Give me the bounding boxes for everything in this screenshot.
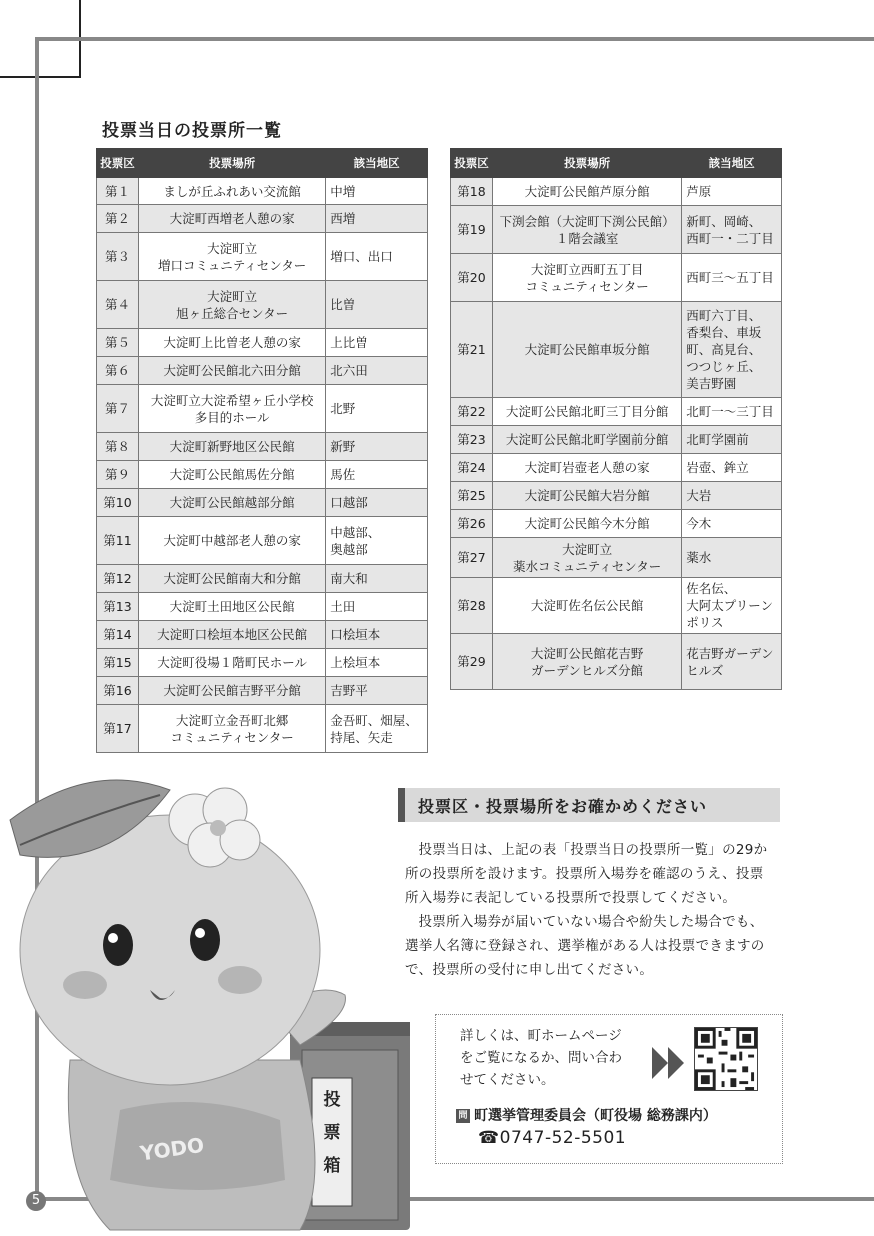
district-cell: 第15 (97, 649, 139, 677)
place-cell: 大淀町立西町五丁目 コミュニティセンター (492, 254, 681, 302)
district-cell: 第３ (97, 233, 139, 281)
notice-text (405, 838, 777, 982)
district-cell: 第23 (451, 426, 493, 454)
area-cell: 北町一～三丁目 (682, 398, 782, 426)
area-cell: 薬水 (682, 538, 782, 578)
district-cell: 第18 (451, 178, 493, 206)
place-cell: 大淀町公民館芦原分館 (492, 178, 681, 206)
page-number: 5 (26, 1191, 46, 1211)
district-cell: 第14 (97, 621, 139, 649)
notice-paragraph-2: 投票所入場券が届いていない場合や紛失した場合でも、選挙人名簿に登録され、選挙権がある人は投票できますので、投票所の受付に申し出てください。 (405, 914, 765, 978)
table-row (451, 426, 782, 454)
svg-text:票: 票 (323, 1123, 341, 1143)
district-cell: 第22 (451, 398, 493, 426)
inquiry-box (435, 1014, 783, 1164)
place-cell: 下渕会館（大淀町下渕公民館） １階会議室 (492, 206, 681, 254)
area-cell: 西町三～五丁目 (682, 254, 782, 302)
place-cell: 大淀町公民館今木分館 (492, 510, 681, 538)
table-row (451, 206, 782, 254)
table-row (97, 433, 428, 461)
area-cell: 比曽 (326, 281, 428, 329)
place-cell: 大淀町立 旭ヶ丘総合センター (138, 281, 325, 329)
place-cell: 大淀町公民館吉野平分館 (138, 677, 325, 705)
table-row (97, 593, 428, 621)
table-row (451, 482, 782, 510)
table-row (97, 461, 428, 489)
table-row (451, 302, 782, 398)
table-row (451, 578, 782, 634)
area-cell: 金吾町、畑屋、 持尾、矢走 (326, 705, 428, 753)
qr-code[interactable] (694, 1027, 758, 1091)
inquiry-line: せてください。 (460, 1072, 555, 1088)
table-row (97, 385, 428, 433)
place-cell: 大淀町公民館南大和分館 (138, 565, 325, 593)
table-row (451, 634, 782, 690)
place-cell: 大淀町土田地区公民館 (138, 593, 325, 621)
place-cell: 大淀町上比曽老人憩の家 (138, 329, 325, 357)
district-cell: 第７ (97, 385, 139, 433)
area-cell: 芦原 (682, 178, 782, 206)
notice-paragraph-1: 投票当日は、上記の表「投票当日の投票所一覧」の29か所の投票所を設けます。投票所入場券を確認のうえ、投票所入場券に表記している投票所で投票してください。 (405, 842, 768, 906)
district-cell: 第29 (451, 634, 493, 690)
corner-mark-horizontal (0, 76, 81, 78)
table-row (97, 178, 428, 205)
table-row (451, 538, 782, 578)
district-cell: 第16 (97, 677, 139, 705)
district-cell: 第４ (97, 281, 139, 329)
place-cell: 大淀町公民館車坂分館 (492, 302, 681, 398)
header-district: 投票区 (451, 149, 493, 178)
area-cell: 中増 (326, 178, 428, 205)
place-cell: 大淀町立 増口コミュニティセンター (138, 233, 325, 281)
confirm-heading-bar (398, 788, 780, 822)
area-cell: 北町学園前 (682, 426, 782, 454)
inquiry-line: 詳しくは、町ホームページ (460, 1028, 622, 1044)
contact-name: 町選挙管理委員会（町役場 総務課内） (474, 1108, 717, 1124)
district-cell: 第５ (97, 329, 139, 357)
place-cell: 大淀町西増老人憩の家 (138, 205, 325, 233)
table-row (97, 649, 428, 677)
place-cell: 大淀町公民館大岩分館 (492, 482, 681, 510)
area-cell: 増口、出口 (326, 233, 428, 281)
table-row (451, 398, 782, 426)
polling-stations-table-right (450, 148, 782, 690)
table-row (451, 254, 782, 302)
district-cell: 第８ (97, 433, 139, 461)
district-cell: 第24 (451, 454, 493, 482)
area-cell: 上比曽 (326, 329, 428, 357)
area-cell: 土田 (326, 593, 428, 621)
area-cell: 上桧垣本 (326, 649, 428, 677)
place-cell: 大淀町中越部老人憩の家 (138, 517, 325, 565)
district-cell: 第28 (451, 578, 493, 634)
place-cell: 大淀町公民館花吉野 ガーデンヒルズ分館 (492, 634, 681, 690)
table-row (97, 357, 428, 385)
table-row (97, 677, 428, 705)
place-cell: 大淀町公民館北町学園前分館 (492, 426, 681, 454)
mascot-illustration (0, 760, 430, 1236)
place-cell: 大淀町立金吾町北郷 コミュニティセンター (138, 705, 325, 753)
table-row (97, 329, 428, 357)
area-cell: 佐名伝、 大阿太プリーン ポリス (682, 578, 782, 634)
district-cell: 第９ (97, 461, 139, 489)
heading-accent (398, 788, 405, 822)
district-cell: 第12 (97, 565, 139, 593)
area-cell: 西増 (326, 205, 428, 233)
area-cell: 中越部、 奥越部 (326, 517, 428, 565)
table-row (451, 510, 782, 538)
district-cell: 第１ (97, 178, 139, 205)
district-cell: 第26 (451, 510, 493, 538)
place-cell: 大淀町公民館越部分館 (138, 489, 325, 517)
inquiry-line: をご覧になるか、問い合わ (460, 1050, 622, 1066)
header-place: 投票場所 (492, 149, 681, 178)
place-cell: 大淀町口桧垣本地区公民館 (138, 621, 325, 649)
place-cell: 大淀町役場１階町民ホール (138, 649, 325, 677)
header-place: 投票場所 (138, 149, 325, 178)
area-cell: 南大和 (326, 565, 428, 593)
place-cell: ましが丘ふれあい交流館 (138, 178, 325, 205)
area-cell: 花吉野ガーデン ヒルズ (682, 634, 782, 690)
place-cell: 大淀町新野地区公民館 (138, 433, 325, 461)
area-cell: 今木 (682, 510, 782, 538)
phone-number[interactable]: ☎0747-52-5501 (478, 1128, 627, 1148)
area-cell: 新町、岡崎、 西町一・二丁目 (682, 206, 782, 254)
svg-text:箱: 箱 (323, 1156, 341, 1176)
area-cell: 西町六丁目、 香梨台、車坂 町、高見台、 つつじヶ丘、 美吉野園 (682, 302, 782, 398)
svg-text:投: 投 (323, 1090, 341, 1110)
place-cell: 大淀町立大淀希望ヶ丘小学校 多目的ホール (138, 385, 325, 433)
place-cell: 大淀町公民館北六田分館 (138, 357, 325, 385)
double-chevron-right-icon (650, 1043, 690, 1083)
place-cell: 大淀町佐名伝公民館 (492, 578, 681, 634)
area-cell: 馬佐 (326, 461, 428, 489)
contact-label (456, 1105, 717, 1125)
area-cell: 北野 (326, 385, 428, 433)
district-cell: 第２ (97, 205, 139, 233)
area-cell: 大岩 (682, 482, 782, 510)
header-district: 投票区 (97, 149, 139, 178)
inquiry-text (460, 1025, 622, 1091)
district-cell: 第19 (451, 206, 493, 254)
header-area: 該当地区 (682, 149, 782, 178)
district-cell: 第25 (451, 482, 493, 510)
table-header-row (97, 149, 428, 178)
table-row (97, 565, 428, 593)
page-title: 投票当日の投票所一覧 (102, 121, 282, 141)
area-cell: 北六田 (326, 357, 428, 385)
table-row (97, 489, 428, 517)
area-cell: 口桧垣本 (326, 621, 428, 649)
table-row (97, 233, 428, 281)
district-cell: 第20 (451, 254, 493, 302)
district-cell: 第21 (451, 302, 493, 398)
area-cell: 吉野平 (326, 677, 428, 705)
polling-stations-table-left (96, 148, 428, 753)
place-cell: 大淀町公民館馬佐分館 (138, 461, 325, 489)
district-cell: 第13 (97, 593, 139, 621)
table-row (451, 454, 782, 482)
table-header-row (451, 149, 782, 178)
table-row (451, 178, 782, 206)
inquiry-icon: 問 (456, 1109, 470, 1123)
district-cell: 第10 (97, 489, 139, 517)
mascot-logo-text: YODO (138, 1132, 206, 1166)
place-cell: 大淀町公民館北町三丁目分館 (492, 398, 681, 426)
header-area: 該当地区 (326, 149, 428, 178)
district-cell: 第６ (97, 357, 139, 385)
district-cell: 第11 (97, 517, 139, 565)
district-cell: 第27 (451, 538, 493, 578)
area-cell: 岩壺、鉾立 (682, 454, 782, 482)
table-row (97, 517, 428, 565)
confirm-heading: 投票区・投票場所をお確かめください (418, 797, 708, 816)
table-row (97, 281, 428, 329)
place-cell: 大淀町岩壺老人憩の家 (492, 454, 681, 482)
district-cell: 第17 (97, 705, 139, 753)
area-cell: 新野 (326, 433, 428, 461)
area-cell: 口越部 (326, 489, 428, 517)
place-cell: 大淀町立 薬水コミュニティセンター (492, 538, 681, 578)
page-frame-top (35, 37, 874, 41)
table-row (97, 205, 428, 233)
table-row (97, 705, 428, 753)
table-row (97, 621, 428, 649)
